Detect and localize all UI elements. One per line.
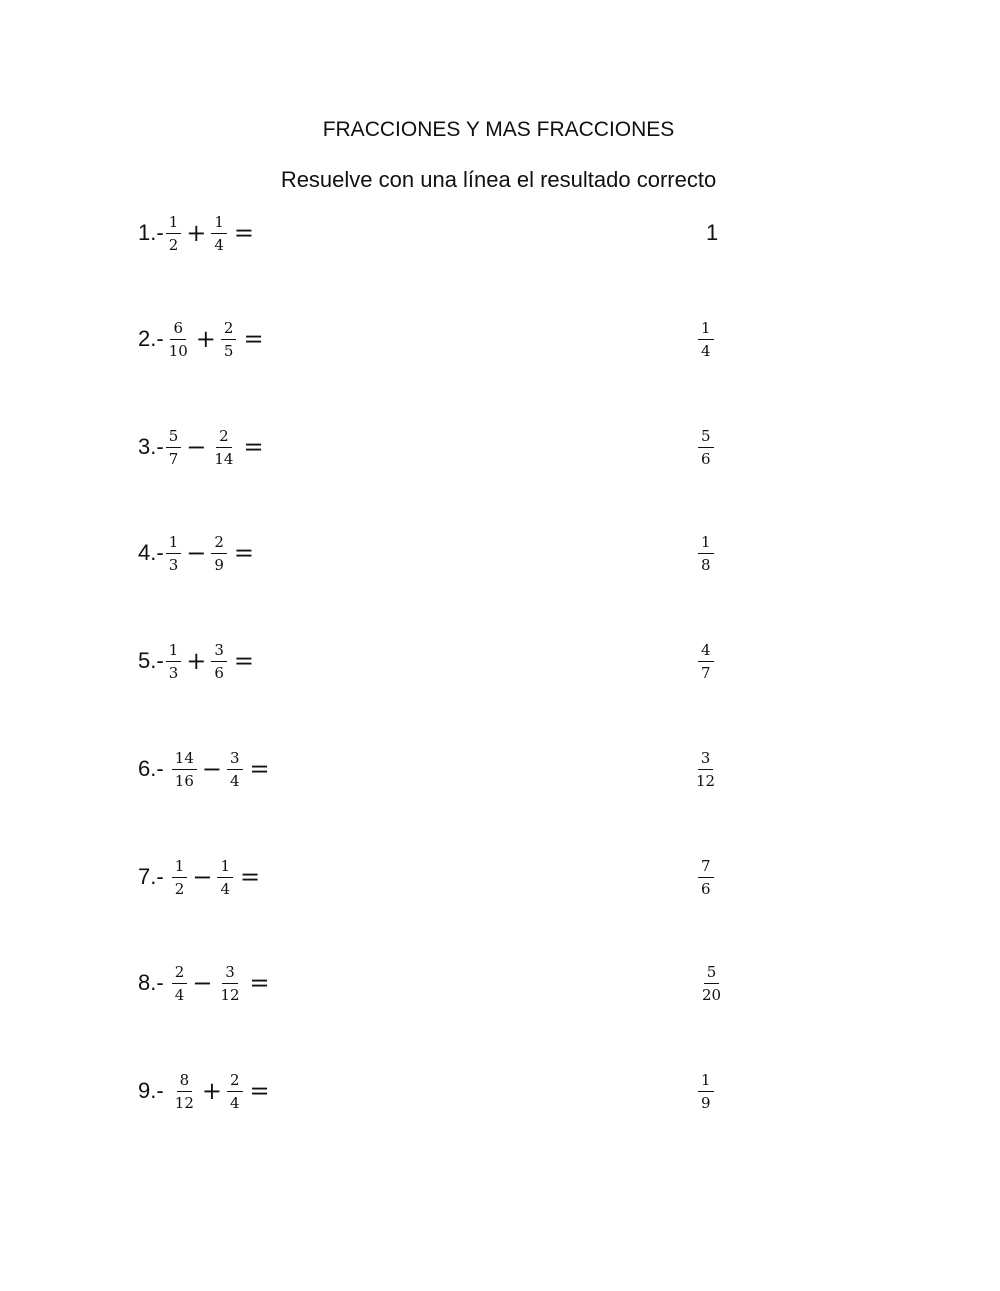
numerator: 1 — [166, 641, 182, 662]
equals-sign: = — [249, 969, 270, 997]
operator: − — [192, 863, 213, 891]
numerator: 1 — [166, 213, 182, 234]
denominator: 4 — [214, 235, 224, 254]
denominator: 4 — [174, 985, 185, 1004]
numerator: 3 — [222, 963, 238, 984]
second-fraction — [211, 427, 236, 468]
fraction-expression — [138, 525, 258, 581]
operator: − — [192, 969, 213, 997]
exercise-row — [0, 741, 1000, 797]
operator: + — [195, 325, 216, 353]
answer-fraction — [698, 641, 714, 682]
numerator: 3 — [227, 749, 243, 770]
numerator: 5 — [704, 963, 720, 984]
worksheet-title: FRACCIONES Y MAS FRACCIONES — [322, 118, 675, 141]
second-fraction — [217, 963, 242, 1004]
exercise-number: 8.- — [138, 970, 170, 995]
answer-value: 1 — [706, 220, 719, 245]
numerator: 2 — [172, 963, 188, 984]
second-fraction — [211, 213, 227, 254]
fraction-expression — [138, 205, 258, 261]
denominator: 10 — [168, 341, 188, 360]
exercise-number: 6.- — [138, 756, 170, 781]
exercise-number: 1.- — [138, 220, 164, 245]
exercise-number: 3.- — [138, 434, 164, 459]
exercise-number: 5.- — [138, 648, 164, 673]
equals-sign: = — [249, 1077, 270, 1105]
equals-sign: = — [249, 755, 270, 783]
numerator: 14 — [172, 749, 197, 770]
denominator: 12 — [174, 1093, 194, 1112]
operator: − — [186, 433, 207, 461]
answer-option[interactable] — [697, 525, 715, 581]
exercise-row — [0, 1063, 1000, 1119]
denominator: 12 — [696, 771, 716, 790]
answer-option[interactable] — [697, 849, 715, 905]
denominator: 2 — [168, 235, 179, 254]
numerator: 1 — [698, 1071, 714, 1092]
first-fraction — [166, 427, 182, 468]
operator: − — [186, 539, 207, 567]
first-fraction — [172, 749, 197, 790]
operator: − — [201, 755, 222, 783]
answer-option[interactable] — [697, 311, 715, 367]
first-fraction — [166, 533, 182, 574]
answer-option[interactable] — [697, 419, 715, 475]
answer-fraction — [698, 1071, 714, 1112]
denominator: 4 — [701, 341, 711, 360]
denominator: 7 — [168, 449, 179, 468]
first-fraction — [172, 857, 188, 898]
answer-option[interactable] — [692, 741, 719, 797]
worksheet-instruction: Resuelve con una línea el resultado correcto — [280, 167, 717, 192]
denominator: 3 — [168, 663, 179, 682]
denominator: 7 — [701, 663, 711, 682]
fraction-expression — [138, 741, 274, 797]
exercise-row — [0, 419, 1000, 475]
denominator: 9 — [214, 555, 224, 574]
exercise-row — [0, 525, 1000, 581]
second-fraction — [227, 749, 243, 790]
numerator: 1 — [217, 857, 233, 878]
denominator: 20 — [702, 985, 722, 1004]
numerator: 1 — [166, 533, 182, 554]
first-fraction — [166, 641, 182, 682]
second-fraction — [211, 641, 227, 682]
equals-sign: = — [233, 647, 254, 675]
denominator: 6 — [214, 663, 224, 682]
numerator: 1 — [172, 857, 188, 878]
numerator: 1 — [698, 319, 714, 340]
numerator: 2 — [227, 1071, 243, 1092]
exercise-row — [0, 849, 1000, 905]
answer-option[interactable] — [697, 633, 715, 689]
fraction-expression — [138, 633, 258, 689]
denominator: 16 — [174, 771, 194, 790]
numerator: 1 — [211, 213, 227, 234]
answer-fraction — [698, 857, 714, 898]
first-fraction — [166, 213, 182, 254]
equals-sign: = — [243, 325, 264, 353]
exercise-number: 9.- — [138, 1078, 170, 1103]
numerator: 2 — [211, 533, 227, 554]
equals-sign: = — [240, 863, 261, 891]
exercise-row — [0, 311, 1000, 367]
denominator: 5 — [223, 341, 234, 360]
numerator: 8 — [177, 1071, 193, 1092]
denominator: 12 — [220, 985, 240, 1004]
denominator: 3 — [168, 555, 179, 574]
fraction-expression — [138, 955, 274, 1011]
second-fraction — [227, 1071, 243, 1112]
operator: + — [186, 219, 207, 247]
answer-fraction — [693, 749, 718, 790]
exercise-row — [0, 205, 1000, 261]
exercise-row — [0, 955, 1000, 1011]
numerator: 2 — [221, 319, 237, 340]
answer-option[interactable] — [706, 205, 718, 261]
fraction-expression — [138, 419, 268, 475]
answer-fraction — [699, 963, 724, 1004]
fraction-expression — [138, 849, 264, 905]
answer-fraction — [698, 319, 714, 360]
answer-fraction — [698, 427, 714, 468]
numerator: 5 — [166, 427, 182, 448]
denominator: 9 — [701, 1093, 711, 1112]
numerator: 6 — [170, 319, 186, 340]
denominator: 4 — [220, 879, 230, 898]
equals-sign: = — [233, 539, 254, 567]
denominator: 2 — [174, 879, 185, 898]
denominator: 4 — [230, 771, 240, 790]
numerator: 5 — [698, 427, 714, 448]
operator: + — [186, 647, 207, 675]
numerator: 1 — [698, 533, 714, 554]
equals-sign: = — [233, 219, 254, 247]
denominator: 14 — [214, 449, 234, 468]
equals-sign: = — [243, 433, 264, 461]
answer-fraction — [698, 533, 714, 574]
numerator: 7 — [698, 857, 714, 878]
first-fraction — [172, 963, 188, 1004]
exercise-number: 4.- — [138, 540, 164, 565]
denominator: 4 — [230, 1093, 240, 1112]
fraction-expression — [138, 1063, 274, 1119]
second-fraction — [217, 857, 233, 898]
exercise-row — [0, 633, 1000, 689]
numerator: 2 — [216, 427, 232, 448]
numerator: 4 — [698, 641, 714, 662]
exercise-number: 7.- — [138, 864, 170, 889]
denominator: 6 — [701, 879, 711, 898]
denominator: 6 — [701, 449, 711, 468]
second-fraction — [221, 319, 237, 360]
answer-option[interactable] — [697, 1063, 715, 1119]
numerator: 3 — [211, 641, 227, 662]
first-fraction — [172, 1071, 197, 1112]
second-fraction — [211, 533, 227, 574]
first-fraction — [166, 319, 191, 360]
operator: + — [201, 1077, 222, 1105]
exercise-number: 2.- — [138, 326, 164, 351]
answer-option[interactable] — [698, 955, 725, 1011]
fraction-expression — [138, 311, 268, 367]
denominator: 8 — [701, 555, 711, 574]
numerator: 3 — [698, 749, 714, 770]
